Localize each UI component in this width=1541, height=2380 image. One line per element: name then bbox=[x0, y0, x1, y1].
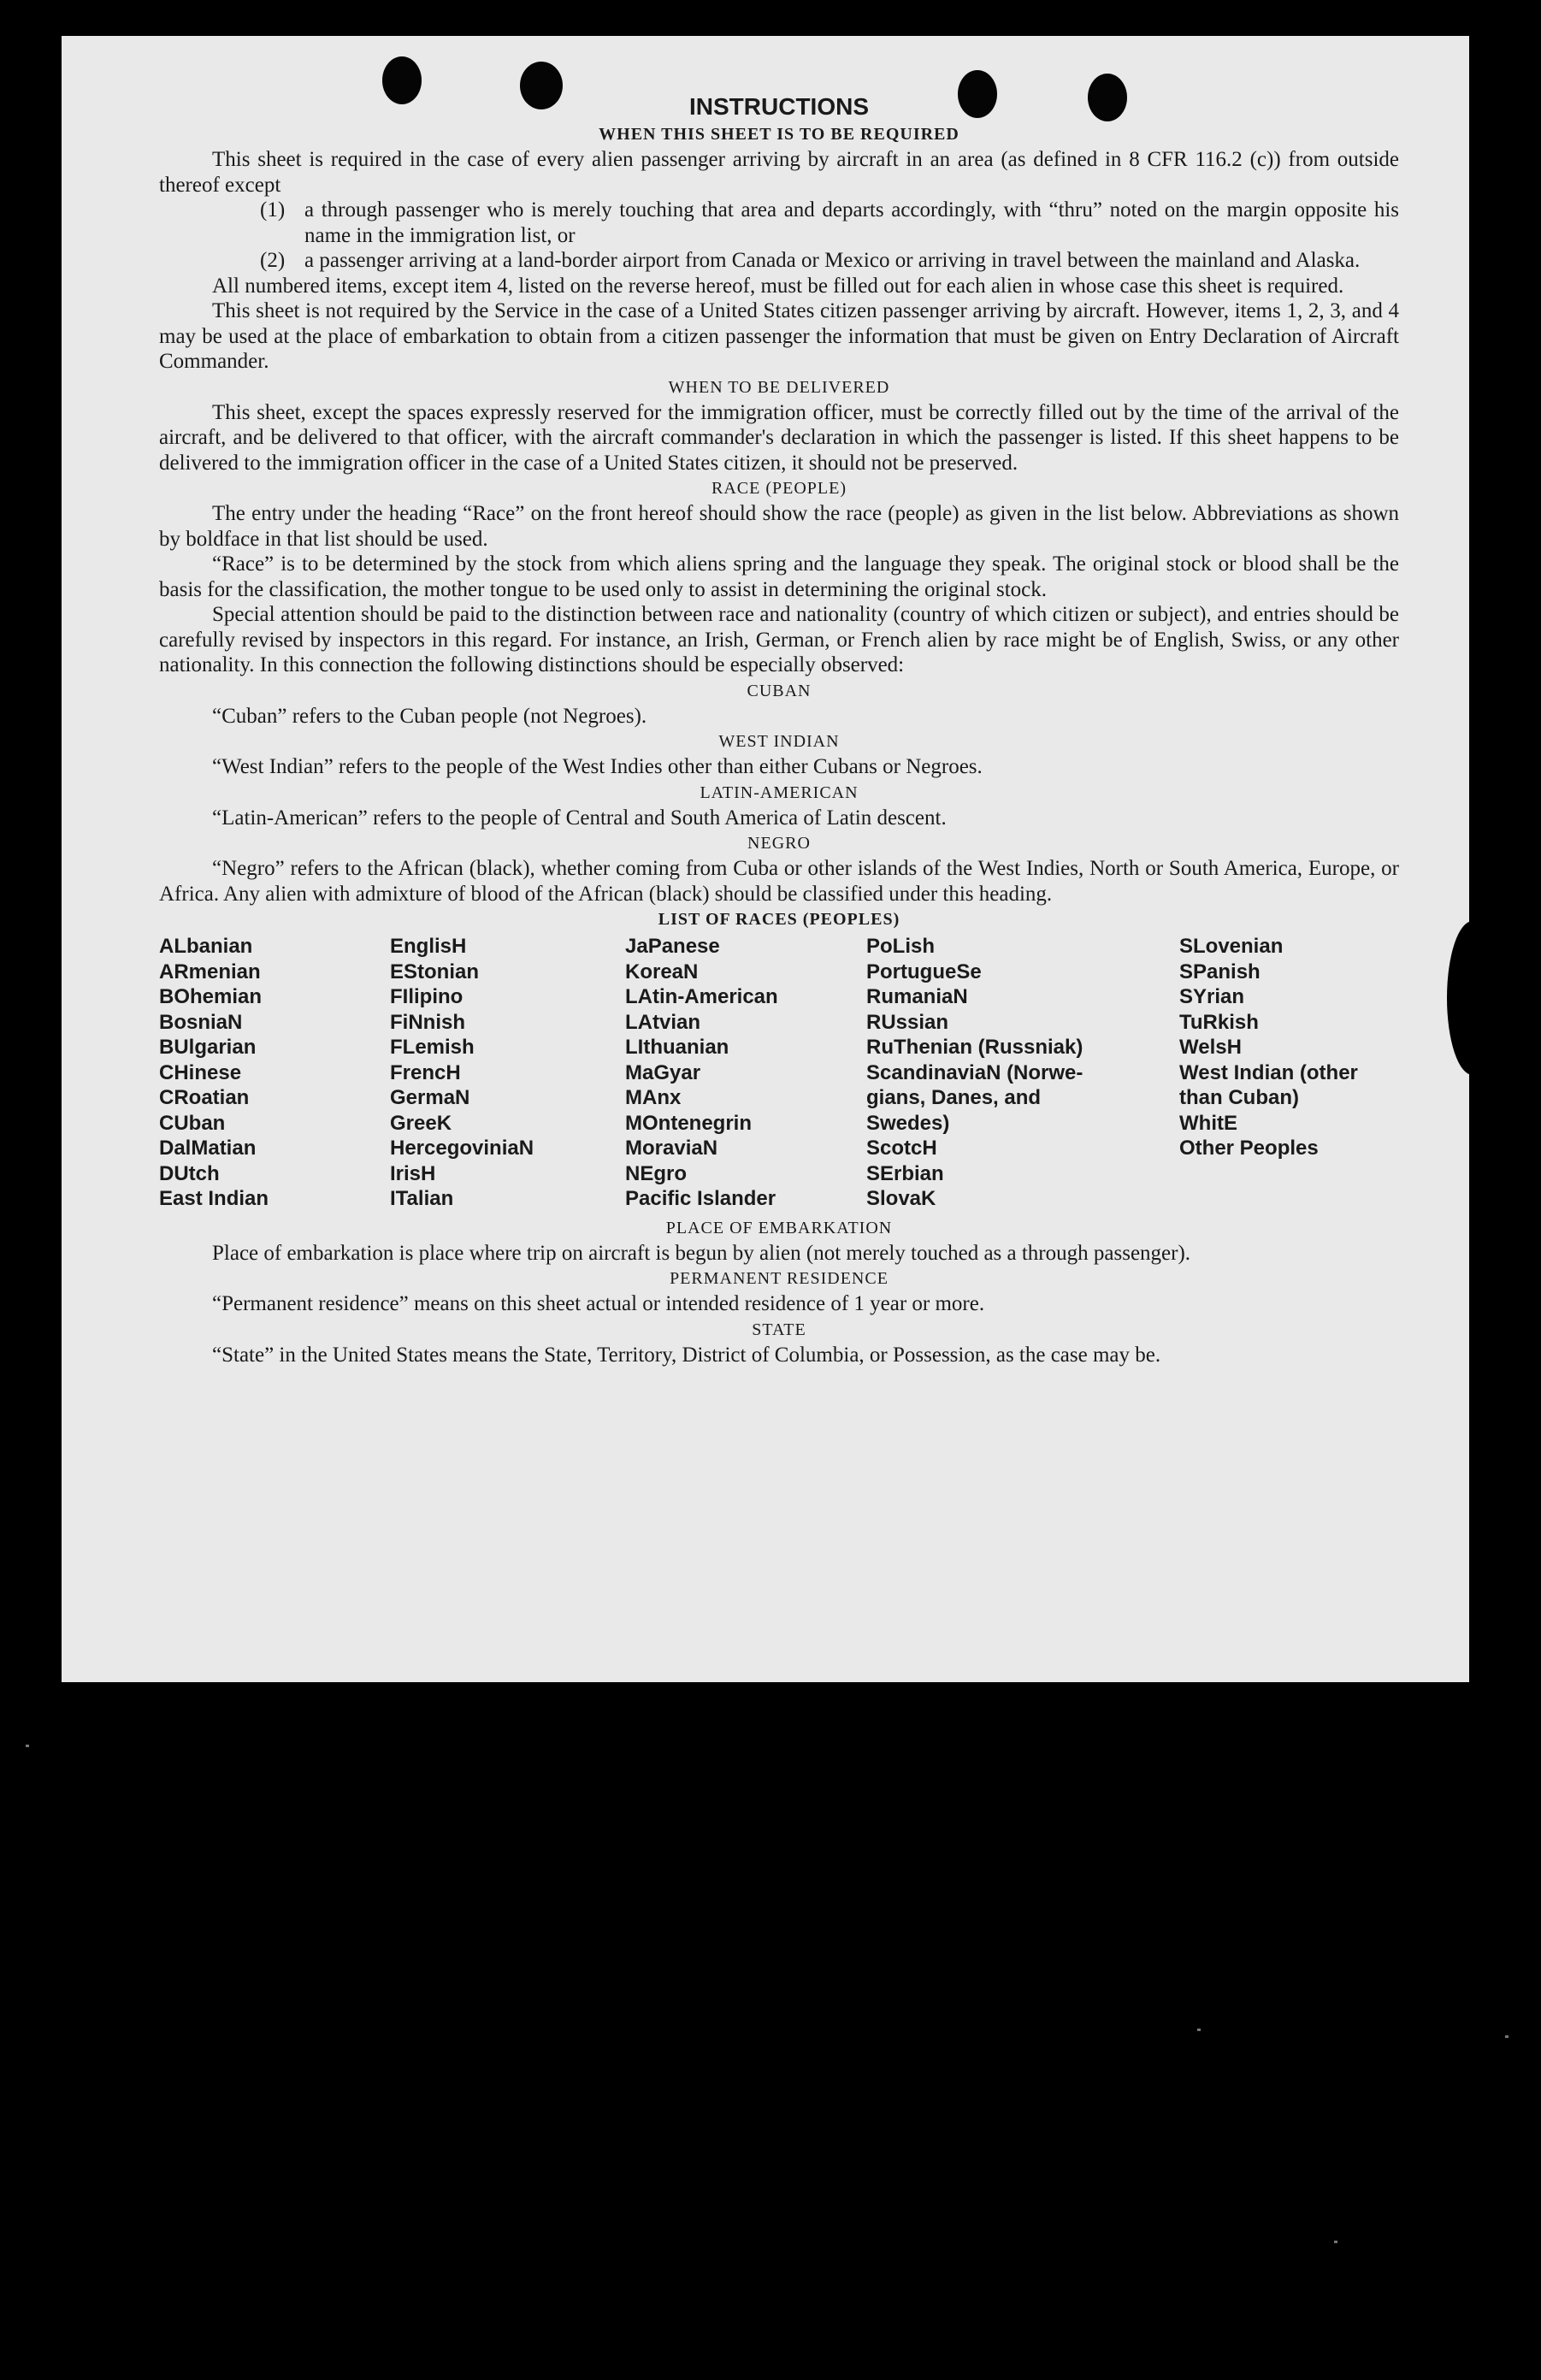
race-entry: MaGyar bbox=[625, 1060, 701, 1084]
race-entry: Pacific Islander bbox=[625, 1187, 776, 1210]
races-table bbox=[159, 934, 1399, 1212]
race-entry: ITalian bbox=[390, 1187, 454, 1210]
paragraph: “Permanent residence” means on this sheet actual or intended residence of 1 year or more. bbox=[212, 1292, 985, 1315]
race-entry: LAtin-American bbox=[625, 985, 778, 1008]
document-sheet bbox=[62, 36, 1469, 1682]
races-column bbox=[866, 934, 1179, 1212]
paragraph: “Cuban” refers to the Cuban people (not Negroes). bbox=[212, 704, 647, 728]
paragraph: “State” in the United States means the State, Territory, District of Columbia, or Possession, as the case may be. bbox=[212, 1343, 1161, 1367]
paragraph: Special attention should be paid to the distinction between race and nationality (country of which citizen or subject), and entries should be carefully revised by inspectors in this regard. For instance, an Irish, German, or French alien by race might be of English, Swiss, or any other nationality. In this connection the following distinctions should be especially observed: bbox=[159, 603, 1399, 676]
section-heading: WEST INDIAN bbox=[718, 732, 840, 751]
exception-item bbox=[260, 248, 1399, 274]
race-entry: ALbanian bbox=[159, 935, 253, 958]
race-entry: RumaniaN bbox=[866, 985, 968, 1008]
race-entry: LIthuanian bbox=[625, 1036, 729, 1059]
race-entry: ARmenian bbox=[159, 960, 261, 983]
race-entry: SYrian bbox=[1179, 985, 1245, 1008]
exception-list bbox=[159, 198, 1399, 274]
race-entry: FLemish bbox=[390, 1036, 475, 1059]
paragraph: All numbered items, except item 4, listed on the reverse hereof, must be filled out for each alien in whose case this sheet is required. bbox=[212, 274, 1344, 298]
race-entry: FIlipino bbox=[390, 985, 463, 1008]
section-heading: PLACE OF EMBARKATION bbox=[665, 1218, 893, 1237]
race-entry: FiNnish bbox=[390, 1010, 465, 1034]
section-heading: LIST OF RACES (PEOPLES) bbox=[658, 910, 900, 929]
paragraph: Place of embarkation is place where trip on aircraft is begun by alien (not merely touched as a through passenger). bbox=[212, 1241, 1191, 1265]
race-entry: DalMatian bbox=[159, 1137, 257, 1160]
item-text: a through passenger who is merely touching that area and departs accordingly, with “thru” noted on the margin opposite his name in the immigration list, or bbox=[304, 198, 1399, 247]
section-heading: STATE bbox=[752, 1320, 806, 1339]
race-entry: KoreaN bbox=[625, 960, 699, 983]
item-text: a passenger arriving at a land-border airport from Canada or Mexico or arriving in travel between the mainland and Alaska. bbox=[304, 249, 1361, 272]
paragraph: “Latin-American” refers to the people of Central and South America of Latin descent. bbox=[212, 806, 947, 830]
exception-item bbox=[260, 198, 1399, 248]
paragraph: “Negro” refers to the African (black), whether coming from Cuba or other islands of the West Indies, North or South America, Europe, or Africa. Any alien with admixture of blood of the African (black) should be classified under this heading. bbox=[159, 857, 1399, 906]
race-entry: LAtvian bbox=[625, 1010, 701, 1034]
scan-speck bbox=[1334, 2241, 1337, 2243]
race-entry: MAnx bbox=[625, 1086, 682, 1109]
races-column bbox=[625, 934, 866, 1212]
race-entry: East Indian bbox=[159, 1187, 269, 1210]
race-entry: NEgro bbox=[625, 1161, 687, 1185]
race-entry: SlovaK bbox=[866, 1187, 936, 1210]
section-heading: WHEN THIS SHEET IS TO BE REQUIRED bbox=[599, 125, 959, 144]
race-entry: CRoatian bbox=[159, 1086, 250, 1109]
race-entry: EStonian bbox=[390, 960, 480, 983]
race-entry: West Indian (other than Cuban) bbox=[1179, 1060, 1358, 1109]
paragraph: “Race” is to be determined by the stock from which aliens spring and the language they speak. The original stock or blood shall be the basis for the classification, the mother tongue to be used only to assist in determining the original stock. bbox=[159, 552, 1399, 601]
instructions-content bbox=[159, 92, 1399, 1367]
race-entry: ScandinaviaN (Norwe- gians, Danes, and Swedes) bbox=[866, 1060, 1083, 1135]
race-entry: CHinese bbox=[159, 1060, 242, 1084]
race-entry: Other Peoples bbox=[1179, 1137, 1319, 1160]
race-entry: SErbian bbox=[866, 1161, 944, 1185]
paragraph: “West Indian” refers to the people of the West Indies other than either Cubans or Negroes. bbox=[212, 755, 983, 778]
section-heading: CUBAN bbox=[747, 681, 812, 700]
section-heading: PERMANENT RESIDENCE bbox=[670, 1269, 889, 1288]
race-entry: WelsH bbox=[1179, 1036, 1242, 1059]
section-heading: WHEN TO BE DELIVERED bbox=[668, 377, 890, 397]
race-entry: RUssian bbox=[866, 1010, 949, 1034]
scan-speck bbox=[1505, 2035, 1509, 2038]
item-number: (1) bbox=[260, 198, 286, 221]
race-entry: WhitE bbox=[1179, 1111, 1237, 1135]
paragraph: This sheet, except the spaces expressly reserved for the immigration officer, must be correctly filled out by the time of the arrival of the aircraft, and be delivered to that officer, with the aircraft commander's declaration in which the passenger is listed. If this sheet happens to be delivered to the immigration officer in the case of a United States citizen, it should not be preserved. bbox=[159, 400, 1399, 475]
race-entry: PortugueSe bbox=[866, 960, 982, 983]
race-entry: GreeK bbox=[390, 1111, 452, 1135]
race-entry: HercegoviniaN bbox=[390, 1137, 534, 1160]
races-column bbox=[159, 934, 390, 1212]
race-entry: SPanish bbox=[1179, 960, 1261, 983]
section-heading: RACE (PEOPLE) bbox=[711, 479, 847, 498]
paragraph: This sheet is not required by the Service in the case of a United States citizen passenger arriving by aircraft. However, items 1, 2, 3, and 4 may be used at the place of embarkation to obtain from a citizen passenger the information that must be given on Entry Declaration of Aircraft Commander. bbox=[159, 299, 1399, 373]
race-entry: PoLish bbox=[866, 935, 936, 958]
race-entry: BOhemian bbox=[159, 985, 263, 1008]
race-entry: GermaN bbox=[390, 1086, 470, 1109]
race-entry: JaPanese bbox=[625, 935, 720, 958]
paragraph: The entry under the heading “Race” on the front hereof should show the race (people) as given in the list below. Abbreviations as shown by boldface in that list should be used. bbox=[159, 502, 1399, 551]
section-heading: NEGRO bbox=[747, 834, 811, 853]
race-entry: IrisH bbox=[390, 1161, 436, 1185]
races-column bbox=[1179, 934, 1399, 1212]
page-title: INSTRUCTIONS bbox=[689, 93, 869, 120]
scan-speck bbox=[26, 1745, 29, 1747]
paragraph: This sheet is required in the case of every alien passenger arriving by aircraft in an area (as defined in 8 CFR 116.2 (c)) from outside thereof except bbox=[159, 148, 1399, 197]
race-entry: BUlgarian bbox=[159, 1036, 257, 1059]
race-entry: BosniaN bbox=[159, 1010, 243, 1034]
race-entry: SLovenian bbox=[1179, 935, 1284, 958]
race-entry: ScotcH bbox=[866, 1137, 937, 1160]
race-entry: MoraviaN bbox=[625, 1137, 718, 1160]
sheet-edge-notch bbox=[1447, 921, 1498, 1075]
race-entry: CUban bbox=[159, 1111, 226, 1135]
race-entry: RuThenian (Russniak) bbox=[866, 1036, 1083, 1059]
scan-speck bbox=[1197, 2029, 1201, 2031]
race-entry: TuRkish bbox=[1179, 1010, 1259, 1034]
item-number: (2) bbox=[260, 249, 286, 272]
race-entry: MOntenegrin bbox=[625, 1111, 752, 1135]
races-column bbox=[390, 934, 625, 1212]
race-entry: EnglisH bbox=[390, 935, 467, 958]
section-heading: LATIN-AMERICAN bbox=[700, 783, 859, 802]
race-entry: DUtch bbox=[159, 1161, 220, 1185]
race-entry: FrencH bbox=[390, 1060, 461, 1084]
